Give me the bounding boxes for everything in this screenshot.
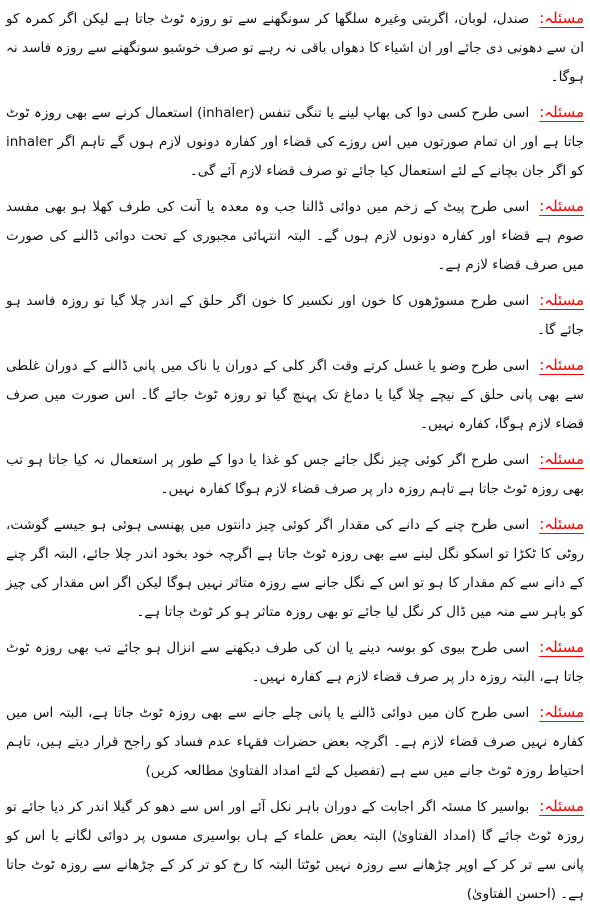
masala-label: مسئلہ: xyxy=(539,797,584,815)
paragraph-text: اسی طرح کسی دوا کی بھاپ لینے یا تنگی تنفس (inhaler) استعمال کرنے سے بھی روزہ ٹوٹ جاتا ہے اور ان تمام صورتوں میں اس روزے کی قضاء اور کفارہ دونوں لازم ہوں گے تاہم اگر inhaler کو اگر جان بچانے کے لئے استعمال کیا جائے تو صرف قضاء لازم آئے گی۔ xyxy=(6,105,584,179)
masala-paragraph xyxy=(6,351,584,439)
masala-label: مسئلہ: xyxy=(539,703,584,721)
masala-label: مسئلہ: xyxy=(539,103,585,121)
paragraph-text: اسی طرح پیٹ کے زخم میں دوائی ڈالنا جب وہ معدہ یا آنت کی طرف کھلا ہو بھی مفسد صوم ہے قضاء اور کفارہ دونوں لازم ہوں گے۔ البتہ انتہائی مجبوری کے تحت دوائی ڈالنے کی صورت میں صرف قضاء لازم ہے۔ xyxy=(6,199,584,273)
masala-paragraph xyxy=(6,445,584,504)
masala-label: مسئلہ: xyxy=(539,515,584,533)
masala-paragraph xyxy=(6,510,584,627)
masala-label: مسئلہ: xyxy=(539,356,584,374)
paragraph-text: بواسیر کا مسئہ اگر اجابت کے دوران باہر نکل آئے اور اس سے دھو کر گیلا اندر کر دیا جائے تو روزہ ٹوٹ جائے گا (امداد الفتاویٰ) البتہ بعض علماء کے ہاں بواسیری مسوں پر دوائی لگانے یا اس کو پانی سے تر کر کے اوپر چڑھانے سے روزہ نہیں ٹوٹتا البتہ کا رخ کو تر کر کے چڑھانے سے روزہ ٹوٹ جاتا ہے۔ (احسن الفتاویٰ) xyxy=(6,799,584,902)
masala-paragraph xyxy=(6,98,584,186)
paragraph-text: اسی طرح مسوڑھوں کا خون اور نکسیر کا خون اگر حلق کے اندر چلا گیا تو روزہ فاسد ہو جائے گا۔ xyxy=(6,293,584,338)
masala-label: مسئلہ: xyxy=(539,638,584,656)
masala-label: مسئلہ: xyxy=(539,291,584,309)
paragraph-text: اسی طرح کان میں دوائی ڈالنے یا پانی چلے جانے سے بھی روزہ ٹوٹ جاتا ہے، البتہ اس میں کفارہ نہیں صرف قضاء لازم ہے۔ اگرچہ بعض حضرات فقہاء عدم فساد کو راجح قرار دیتے ہیں، تاہم احتیاط روزہ ٹوٹ جانے میں سے ہے (تفصیل کے لئے امداد الفتاویٰ مطالعہ کریں) xyxy=(6,705,584,779)
paragraph-text: اسی طرح چنے کے دانے کی مقدار اگر کوئی چیز دانتوں میں پھنسی ہوئی ہو جیسے گوشت، روٹی کا ٹکڑا تو اسکو نگل لینے سے بھی روزہ ٹوٹ جاتا ہے اگرچہ خود بخود اندر چلا جائے، البتہ اگر چنے کے دانے سے کم مقدار کا ہو تو اس کے نگل جانے سے روزہ متاثر نہیں ہوگا لیکن اگر اس مقدار کی چیز کو باہر سے منہ میں ڈال کر نگل لیا جائے تو بھی روزہ متاثر ہو کر ٹوٹ جاتا ہے۔ xyxy=(6,517,584,620)
masala-paragraph xyxy=(6,698,584,786)
masala-paragraph xyxy=(6,792,584,909)
masala-paragraph xyxy=(6,4,584,92)
masala-label: مسئلہ: xyxy=(539,450,584,468)
paragraph-text: اسی طرح اگر کوئی چیز نگل جائے جس کو غذا یا دوا کے طور پر استعمال نہ کیا جاتا ہو تب بھی روزہ ٹوٹ جاتا ہے تاہم روزہ دار پر صرف قضاء لازم ہوگا کفارہ نہیں۔ xyxy=(6,452,584,497)
paragraph-text: اسی طرح بیوی کو بوسہ دینے یا ان کی طرف دیکھنے سے انزال ہو جائے تب بھی روزہ ٹوٹ جاتا ہے، البتہ روزہ دار پر صرف قضاء لازم ہے کفارہ نہیں۔ xyxy=(6,640,584,685)
paragraph-text: صندل، لوبان، اگربتی وغیرہ سلگھا کر سونگھنے سے تو روزہ ٹوٹ جاتا ہے لیکن اگر کمرہ کو ان سے دھونی دی جائے اور ان اشیاء کا دھواں باقی نہ رہے تو صرف خوشبو سونگھنے سے روزہ فاسد نہ ہوگا۔ xyxy=(6,11,584,85)
masala-label: مسئلہ: xyxy=(539,9,584,27)
paragraph-text: اسی طرح وضو یا غسل کرتے وقت اگر کلی کے دوران یا ناک میں پانی ڈالنے کے دوران غلطی سے بھی پانی حلق کے نیچے چلا گیا یا دماغ تک پہنچ گیا تو روزہ ٹوٹ جائے گا۔ اس صورت میں صرف قضاء لازم ہوگا، کفارہ نہیں۔ xyxy=(6,358,584,432)
masala-label: مسئلہ: xyxy=(539,197,584,215)
masala-paragraph xyxy=(6,633,584,692)
masala-paragraph xyxy=(6,286,584,345)
masala-paragraph xyxy=(6,192,584,280)
